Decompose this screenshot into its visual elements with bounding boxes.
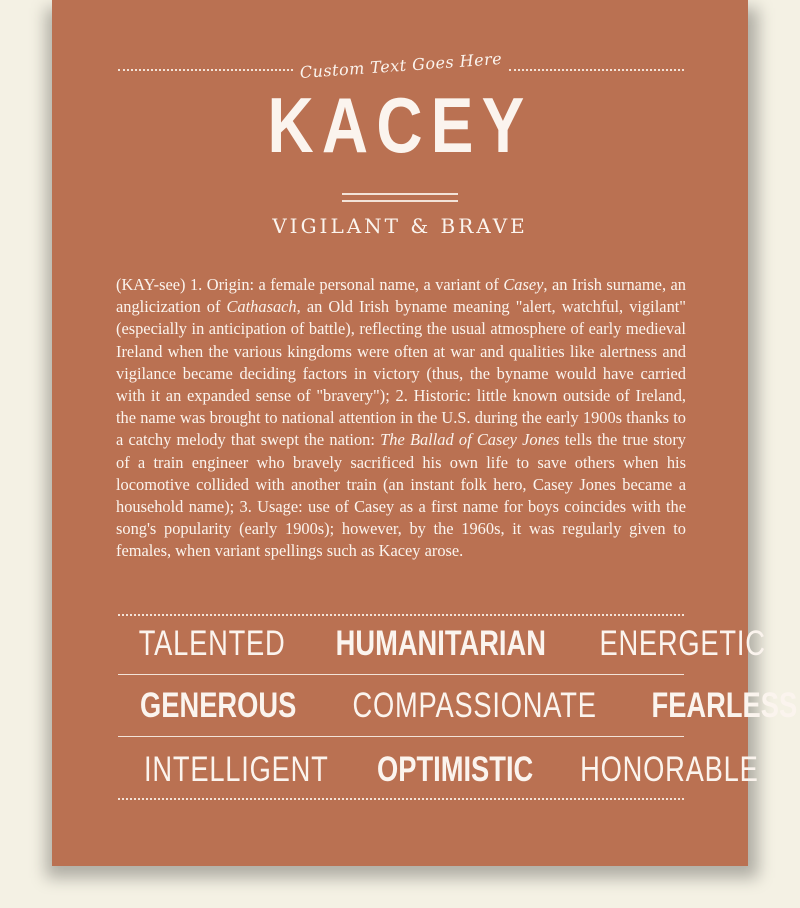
definition-italic: Cathasach	[226, 297, 297, 317]
custom-text-row	[118, 48, 684, 83]
custom-text: Custom Text Goes Here	[299, 48, 503, 83]
trait-word: COMPASSIONATE	[352, 686, 598, 725]
name-print	[52, 0, 798, 866]
definition-italic: The Ballad of Casey Jones	[380, 430, 560, 450]
trait-row-1	[118, 624, 766, 664]
trait-word: ENERGETIC	[599, 624, 766, 663]
dotted-divider-words-bottom	[118, 798, 684, 800]
trait-word: HONORABLE	[580, 750, 759, 789]
name-title: KACEY	[267, 81, 533, 169]
trait-word: TALENTED	[138, 624, 286, 663]
trait-word: OPTIMISTIC	[376, 750, 533, 789]
trait-word: FEARLESS	[651, 686, 798, 725]
title-rule-top	[342, 193, 458, 195]
trait-word: HUMANITARIAN	[335, 624, 547, 663]
trait-row-divider-1	[118, 674, 684, 675]
trait-row-divider-2	[118, 736, 684, 737]
definition-segment: (KAY-see) 1. Origin: a female personal name, a variant of	[116, 275, 504, 294]
definition-segment: , an Old Irish byname meaning "alert, watchful, vigilant" (especially in anticipation of battle), reflecting the usual atmosphere of early medieval Ireland when the various kingdoms were often at war and qualities like alertness and vigilance became deciding factors in victory (thus, the byname would have carried with it an expanded sense of "bravery"); 2. Historic: little known outside of Ireland, the name was brought to national attention in the U.S. during the early 1900s thanks to a catchy melody that swept the nation:	[116, 297, 687, 450]
trait-word: GENEROUS	[140, 686, 297, 725]
definition-italic: Casey	[503, 275, 544, 294]
title-rule-bottom	[342, 200, 458, 202]
trait-row-3	[118, 750, 759, 790]
trait-word: INTELLIGENT	[144, 750, 329, 789]
name-meaning: VIGILANT & BRAVE	[272, 214, 528, 238]
trait-row-2	[118, 686, 798, 726]
name-definition	[116, 274, 686, 563]
dotted-divider-right	[509, 69, 684, 71]
dotted-divider-words-top	[118, 614, 684, 616]
definition-segment: , an Irish surname, an anglicization of	[116, 275, 686, 317]
definition-segment: tells the true story of a train engineer who bravely sacrificed his own life to save others when his locomotive collided with another train (an instant folk hero, Casey Jones became a household name); 3. Usage: use of Casey as a first name for boys coincides with the song's popularity (early 1900s); however, by the 1960s, it was regularly given to females, when variant spellings such as Kacey arose.	[116, 430, 686, 561]
